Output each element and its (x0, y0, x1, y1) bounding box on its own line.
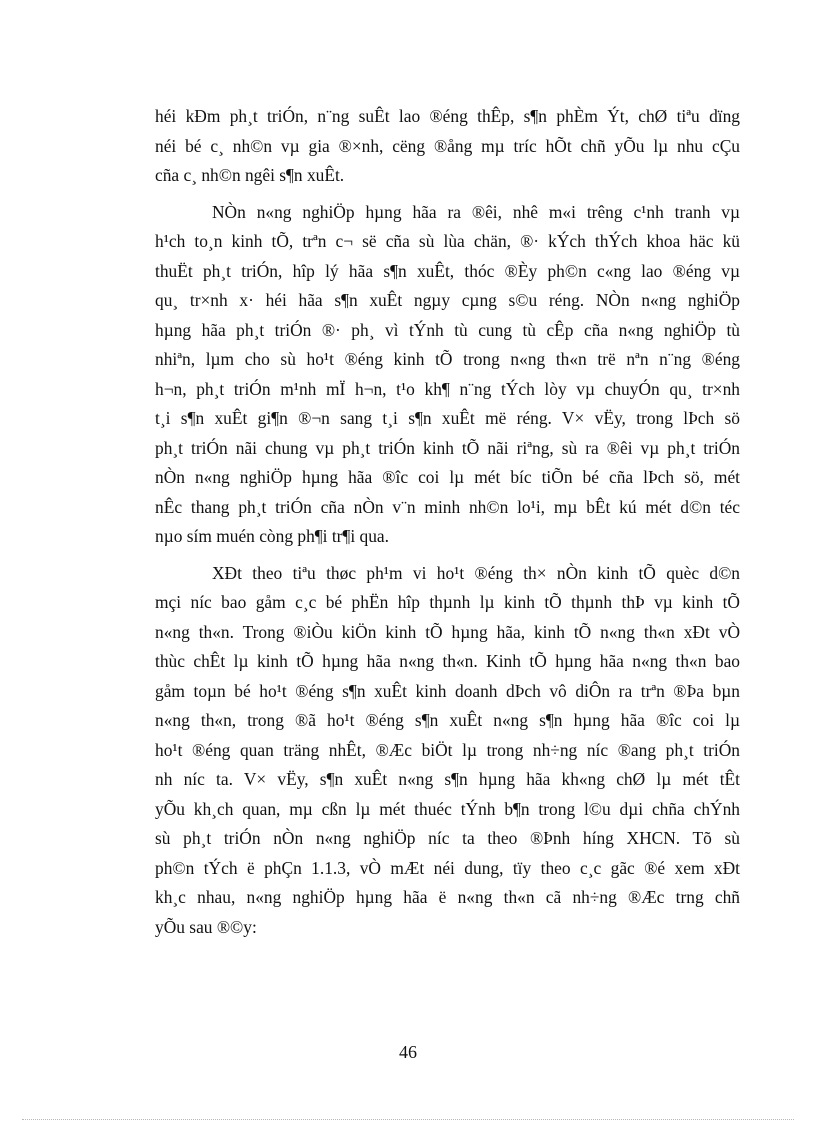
text-line: ph©n tÝch ë phÇn 1.1.3, vÒ mÆt néi dung, tïy theo c¸c gãc ®é xem xÐt (155, 857, 740, 878)
text-line: thuËt ph¸t triÓn, hîp lý hãa s¶n xuÊt, thóc ®Èy ph©n c«ng lao ®éng vµ (155, 260, 740, 281)
text-line: gåm toµn bé ho¹t ®éng s¶n xuÊt kinh doanh dÞch vô diÔn ra trªn ®Þa bµn (155, 680, 740, 701)
text-line: mçi níc bao gåm c¸c bé phËn hîp thµnh lµ kinh tÕ thµnh thÞ vµ kinh tÕ (155, 592, 740, 612)
text-line: XÐt theo tiªu thøc ph¹m vi ho¹t ®éng th× nÒn kinh tÕ quèc d©n (212, 562, 740, 583)
text-line: nh níc ta. V× vËy, s¶n xuÊt n«ng s¶n hµng hãa kh«ng chØ lµ mét tÊt (155, 769, 740, 789)
text-line: héi kÐm ph¸t triÓn, n¨ng suÊt lao ®éng thÊp, s¶n phÈm Ýt, chØ tiªu dïng (155, 106, 740, 126)
text-line: thùc chÊt lµ kinh tÕ hµng hãa n«ng th«n. Kinh tÕ hµng hãa n«ng th«n bao (155, 651, 740, 671)
text-line: kh¸c nhau, n«ng nghiÖp hµng hãa ë n«ng th«n cã nh÷ng ®Æc trng chñ (155, 887, 740, 907)
text-line: h¬n, ph¸t triÓn m¹nh mÏ h¬n, t¹o kh¶ n¨ng tÝch lòy vµ chuyÓn qu¸ tr×nh (155, 378, 740, 399)
text-line: ph¸t triÓn nãi chung vµ ph¸t triÓn kinh tÕ nãi riªng, sù ra ®êi vµ ph¸t triÓn (155, 437, 740, 458)
body-text (155, 102, 740, 942)
text-line: n«ng th«n, trong ®ã ho¹t ®éng s¶n xuÊt n«ng s¶n hµng hãa ®îc coi lµ (155, 710, 740, 730)
text-line: cña c¸ nh©n ngêi s¶n xuÊt. (155, 165, 345, 185)
text-line: yÕu sau ®©y: (155, 916, 257, 937)
text-line: h¹ch to¸n kinh tÕ, trªn c¬ së cña sù lùa chän, ®· kÝch thÝch khoa häc kü (155, 231, 740, 251)
text-line: nÊc thang ph¸t triÓn cña nÒn v¨n minh nh©n lo¹i, mµ bÊt kú mét d©n téc (155, 496, 740, 517)
text-line: néi bé c¸ nh©n vµ gia ®×nh, cëng ®ång mµ tríc hÕt chñ yÕu lµ nhu cÇu (155, 135, 740, 156)
page-number: 46 (399, 1042, 417, 1062)
text-line: qu¸ tr×nh x· héi hãa s¶n xuÊt ngµy cµng s©u réng. NÒn n«ng nghiÖp (155, 290, 740, 310)
text-line: nhiªn, lµm cho sù ho¹t ®éng kinh tÕ trong n«ng th«n trë nªn n¨ng ®éng (155, 349, 740, 369)
text-line: yÕu kh¸ch quan, mµ cßn lµ mét thuéc tÝnh b¶n trong l©u dµi chña chÝnh (155, 798, 740, 819)
page-bottom-divider (22, 1119, 794, 1120)
text-line: nµo sím muén còng ph¶i tr¶i qua. (155, 526, 389, 546)
text-line: sù ph¸t triÓn nÒn n«ng nghiÖp níc ta theo ®Þnh híng XHCN. Tõ sù (155, 828, 740, 848)
text-line: NÒn n«ng nghiÖp hµng hãa ra ®êi, nhê m«i trêng c¹nh tranh vµ (212, 201, 740, 222)
text-line: t¸i s¶n xuÊt gi¶n ®¬n sang t¸i s¶n xuÊt më réng. V× vËy, trong lÞch sö (155, 408, 740, 428)
text-line: ho¹t ®éng quan träng nhÊt, ®Æc biÖt lµ trong nh÷ng níc ®ang ph¸t triÓn (155, 739, 740, 760)
text-line: nÒn n«ng nghiÖp hµng hãa ®îc coi lµ mét bíc tiÕn bé cña lÞch sö, mét (155, 467, 740, 487)
text-line: n«ng th«n. Trong ®iÒu kiÖn kinh tÕ hµng hãa, kinh tÕ n«ng th«n xÐt vÒ (155, 621, 740, 642)
text-line: hµng hãa ph¸t triÓn ®· ph¸ vì tÝnh tù cung tù cÊp cña n«ng nghiÖp tù (155, 319, 740, 340)
